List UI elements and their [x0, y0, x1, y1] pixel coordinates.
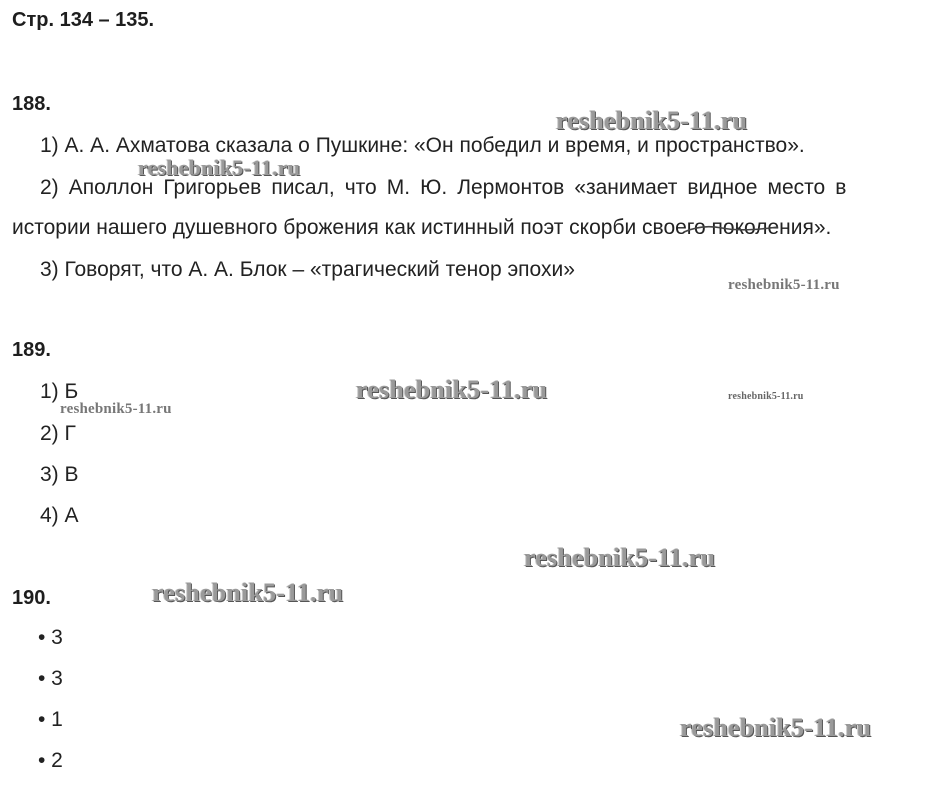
task-190-bullet-3: • 1	[38, 708, 63, 731]
watermark: reshebnik5-11.ru	[524, 543, 716, 572]
watermark: reshebnik5-11.ru	[728, 391, 804, 402]
watermark: reshebnik5-11.ru	[556, 106, 748, 135]
task-189-number: 189.	[12, 339, 51, 361]
watermark: reshebnik5-11.ru	[138, 155, 301, 180]
page-title: Стр. 134 – 135.	[12, 9, 155, 31]
scribble-mark	[682, 220, 782, 236]
watermark: reshebnik5-11.ru	[680, 713, 872, 742]
task-188-number: 188.	[12, 93, 51, 115]
watermark: reshebnik5-11.ru	[356, 375, 548, 404]
task-190-bullet-2: • 3	[38, 667, 63, 690]
task-188-line-2: 2) Аполлон Григорьев писал, что М. Ю. Лермонтов «занимает видное место в	[40, 176, 847, 199]
watermark: reshebnik5-11.ru	[152, 578, 344, 607]
task-189-answer-3: 3) В	[40, 463, 79, 486]
task-188-line-1: 1) А. А. Ахматова сказала о Пушкине: «Он победил и время, и пространство».	[40, 134, 805, 157]
task-188-line-3: истории нашего душевного брожения как истинный поэт скорби своего поколения».	[12, 216, 832, 239]
watermark: reshebnik5-11.ru	[728, 277, 840, 293]
task-190-bullet-4: • 2	[38, 749, 63, 772]
task-189-answer-4: 4) А	[40, 504, 79, 527]
task-190-bullet-1: • 3	[38, 626, 63, 649]
task-189-answer-1: 1) Б	[40, 380, 79, 403]
task-189-answer-2: 2) Г	[40, 422, 76, 445]
watermark: reshebnik5-11.ru	[60, 401, 172, 417]
task-188-line-4: 3) Говорят, что А. А. Блок – «трагический тенор эпохи»	[40, 258, 575, 281]
task-190-number: 190.	[12, 587, 51, 609]
